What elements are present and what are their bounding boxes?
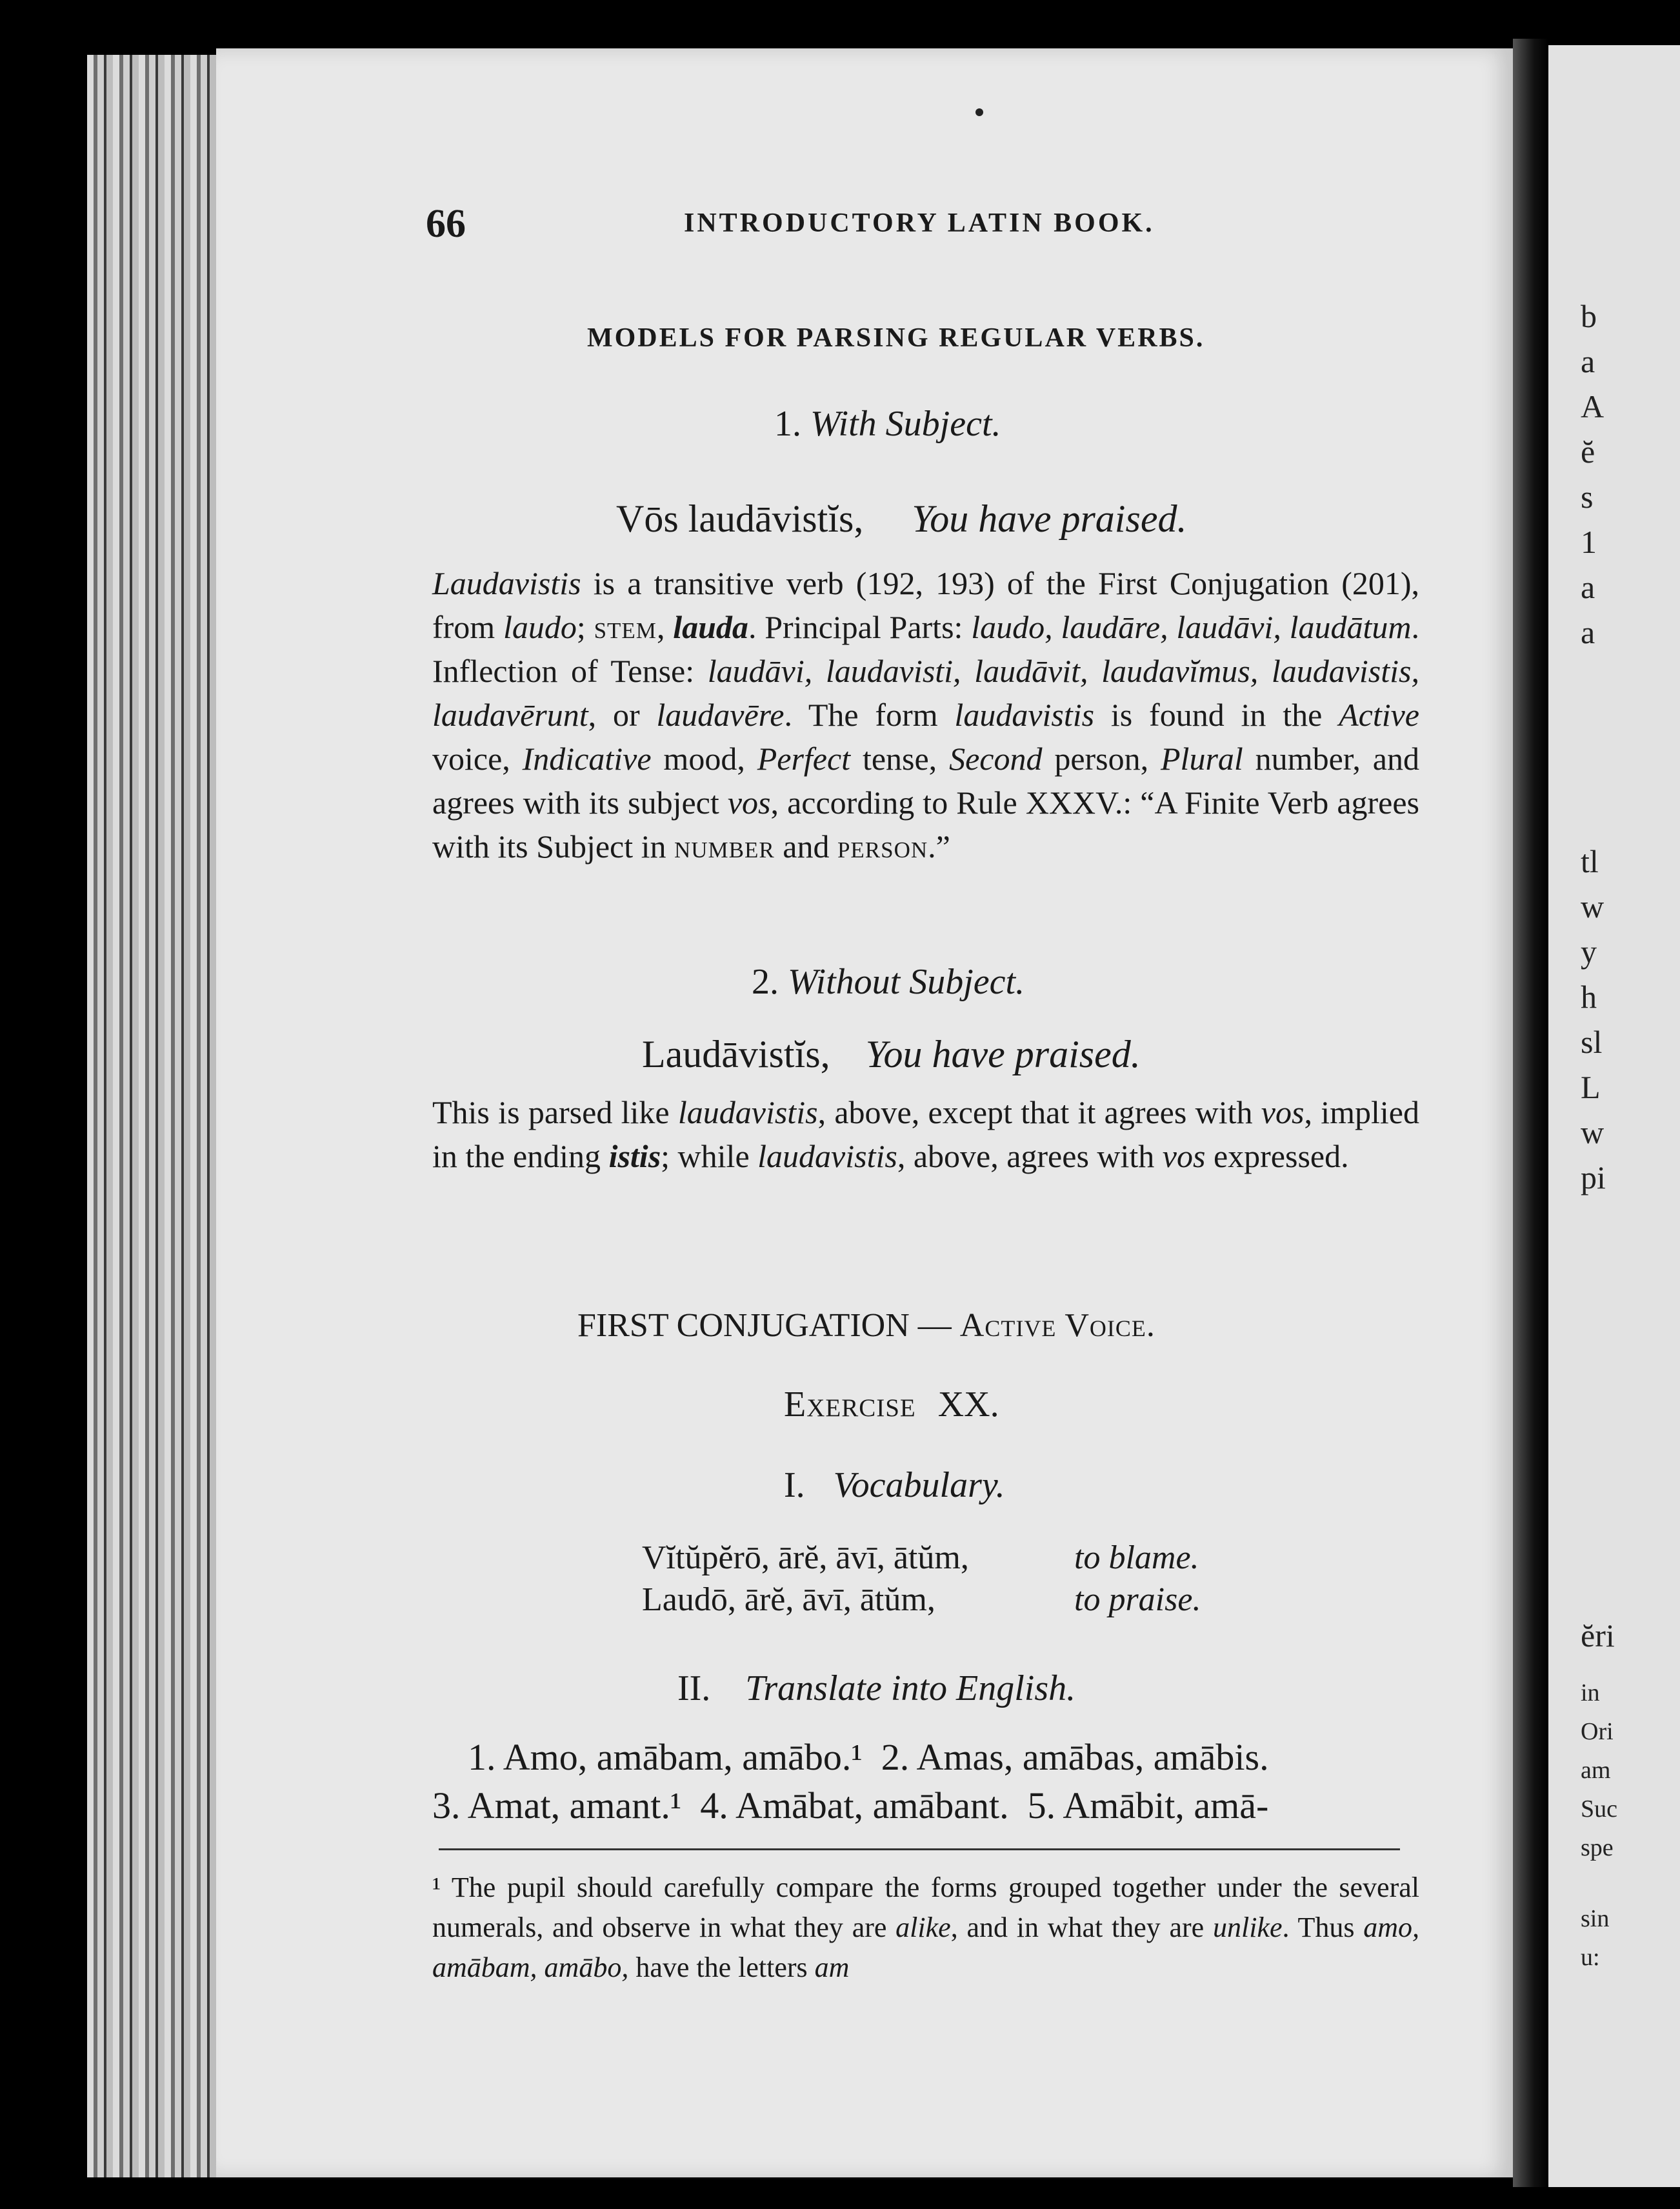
vocabulary-number: I.	[784, 1465, 805, 1505]
text-run: ,	[656, 609, 674, 645]
next-page-fragment: sl	[1581, 1024, 1603, 1060]
vocabulary-row	[642, 1581, 935, 1619]
vocabulary-latin: Laudō, ārĕ, āvī, ātŭm,	[642, 1581, 935, 1618]
text-run: laudo, laudāre, laudāvi, laudātum	[971, 609, 1412, 645]
exercise-heading	[784, 1384, 999, 1425]
text-run: amo, amābam, amābo,	[432, 1912, 1419, 1983]
next-page-fragment: A	[1581, 388, 1605, 425]
text-run: laudavistis	[757, 1138, 897, 1174]
text-run: and	[774, 828, 837, 865]
text-run: Second	[949, 741, 1043, 777]
conjugation-title: FIRST CONJUGATION	[577, 1307, 910, 1344]
next-page-fragment: L	[1581, 1069, 1601, 1105]
book-gutter	[1513, 39, 1548, 2187]
next-page-fragment: tl	[1581, 843, 1599, 879]
text-run: istis	[608, 1138, 661, 1174]
subsection-number: 2.	[752, 962, 779, 1002]
example-english: You have praised.	[912, 497, 1187, 540]
text-run: ¹ The pupil should carefully compare the forms grouped together under the several numerals, and observe in what they are	[432, 1872, 1419, 1943]
text-run: . Inflection of Tense:	[432, 609, 1419, 689]
text-run: , above, except that it agrees with	[817, 1094, 1261, 1130]
vocabulary-row	[642, 1539, 969, 1577]
text-run: Plural	[1161, 741, 1243, 777]
text-run: laudāvi, laudavisti, laudāvit, laudavĭmus, laudavistis, laudavērunt	[432, 653, 1419, 733]
text-run: am	[814, 1952, 850, 1983]
text-run: .”	[928, 828, 950, 865]
next-page-fragment: a	[1581, 569, 1595, 605]
subsection-number: 1.	[774, 404, 801, 444]
exercise-line: 3. Amat, amant.¹ 4. Amābat, amābant. 5. Amābit, amā-	[432, 1784, 1269, 1826]
text-run: lauda	[673, 609, 748, 645]
subsection-title: With Subject.	[810, 404, 1001, 444]
text-run: ;	[576, 609, 594, 645]
conjugation-voice: Active Voice.	[959, 1307, 1155, 1344]
text-run: laudavistis	[677, 1094, 818, 1130]
text-run: , above, agrees with	[897, 1138, 1163, 1174]
next-page-fragment: y	[1581, 934, 1597, 970]
exercise-number: XX.	[937, 1384, 999, 1424]
text-run: is found in the	[1094, 697, 1339, 733]
book-page-edges	[87, 55, 223, 2177]
next-page-fragment: am	[1581, 1757, 1611, 1784]
text-run: vos	[1261, 1094, 1305, 1130]
next-page-fragment: h	[1581, 979, 1597, 1015]
print-mark	[975, 108, 983, 116]
text-run: Indicative	[522, 741, 652, 777]
text-run: , or	[588, 697, 657, 733]
text-run: . Thus	[1282, 1912, 1364, 1943]
next-page-fragment: in	[1581, 1679, 1600, 1706]
next-page-fragment: w	[1581, 888, 1605, 925]
example-latin: Vōs laudāvistĭs,	[616, 497, 864, 540]
page-number: 66	[426, 202, 466, 246]
text-run: mood,	[651, 741, 757, 777]
translate-title: Translate into English.	[745, 1668, 1076, 1708]
text-run: Laudavistis	[432, 565, 581, 601]
next-page-fragment: ĕ	[1581, 434, 1595, 470]
text-run: have the letters	[628, 1952, 815, 1983]
parsing-paragraph-1	[432, 561, 1419, 868]
footnote-rule	[439, 1848, 1400, 1850]
parsing-paragraph-2	[432, 1090, 1419, 1178]
text-run: laudavēre	[656, 697, 785, 733]
text-run: unlike	[1212, 1912, 1283, 1943]
text-run: Perfect	[757, 741, 851, 777]
next-page-fragment: b	[1581, 298, 1597, 334]
translate-number: II.	[677, 1668, 711, 1708]
text-run: laudo	[503, 609, 577, 645]
next-page-fragment: Ori	[1581, 1718, 1614, 1745]
text-run: vos	[1162, 1138, 1206, 1174]
conjugation-heading	[577, 1306, 1155, 1344]
text-run: laudavistis	[954, 697, 1095, 733]
next-page-fragment: a	[1581, 343, 1595, 379]
next-page-fragment: a	[1581, 614, 1595, 650]
next-page-fragment: u:	[1581, 1944, 1600, 1971]
footnote	[432, 1868, 1419, 1988]
example-english: You have praised.	[865, 1033, 1141, 1075]
text-run: . The form	[784, 697, 955, 733]
section-heading: MODELS FOR PARSING REGULAR VERBS.	[587, 323, 1205, 353]
next-page-fragment: spe	[1581, 1834, 1614, 1861]
next-page-fragment: ĕri	[1581, 1617, 1615, 1654]
text-run: person	[837, 828, 928, 865]
text-run: stem	[594, 609, 657, 645]
text-run: is a transitive verb (192, 193) of the First Conjugation (201), from	[432, 565, 1419, 645]
conjugation-dash: —	[909, 1307, 960, 1344]
text-run: This is parsed like	[432, 1094, 678, 1130]
vocabulary-english: to blame.	[1074, 1539, 1199, 1576]
text-run: , and in what they are	[950, 1912, 1213, 1943]
subsection-title: Without Subject.	[788, 962, 1025, 1002]
subsection-heading	[752, 961, 1025, 1003]
next-page-fragment: 1	[1581, 524, 1597, 560]
example-line	[616, 497, 1186, 541]
text-run: alike	[895, 1912, 951, 1943]
adjacent-page	[1548, 45, 1680, 2187]
text-run: expressed.	[1205, 1138, 1349, 1174]
subsection-heading	[774, 403, 1001, 445]
vocabulary-english: to praise.	[1074, 1581, 1201, 1618]
example-line	[642, 1032, 1141, 1077]
text-run: ; while	[661, 1138, 758, 1174]
text-run: number, and agrees with its subject	[432, 741, 1419, 821]
text-run: vos	[727, 785, 771, 821]
text-run: voice,	[432, 741, 523, 777]
next-page-fragment: Suc	[1581, 1795, 1617, 1823]
text-run: , according to Rule XXXV.: “A Finite Verb agrees with its Subject in	[432, 785, 1420, 865]
running-head: INTRODUCTORY LATIN BOOK.	[684, 208, 1155, 238]
example-latin: Laudāvistĭs,	[642, 1033, 830, 1075]
next-page-fragment: sin	[1581, 1905, 1610, 1932]
text-run: number	[674, 828, 775, 865]
vocabulary-latin: Vĭtŭpĕrō, ārĕ, āvī, ātŭm,	[642, 1539, 969, 1576]
text-run: . Principal Parts:	[748, 609, 972, 645]
vocabulary-title: Vocabulary.	[833, 1465, 1005, 1505]
next-page-fragment: w	[1581, 1114, 1605, 1150]
vocabulary-heading	[784, 1464, 1005, 1506]
next-page-fragment: pi	[1581, 1159, 1606, 1195]
text-run: , implied in the ending	[432, 1094, 1419, 1174]
text-run: Active	[1339, 697, 1419, 733]
next-page-fragment: s	[1581, 479, 1594, 515]
text-run: person,	[1042, 741, 1161, 777]
text-run: tense,	[850, 741, 950, 777]
exercise-line: 1. Amo, amābam, amābo.¹ 2. Amas, amābas, amābis.	[468, 1736, 1269, 1778]
exercise-label: Exercise	[784, 1384, 916, 1424]
translate-heading	[677, 1668, 1075, 1709]
